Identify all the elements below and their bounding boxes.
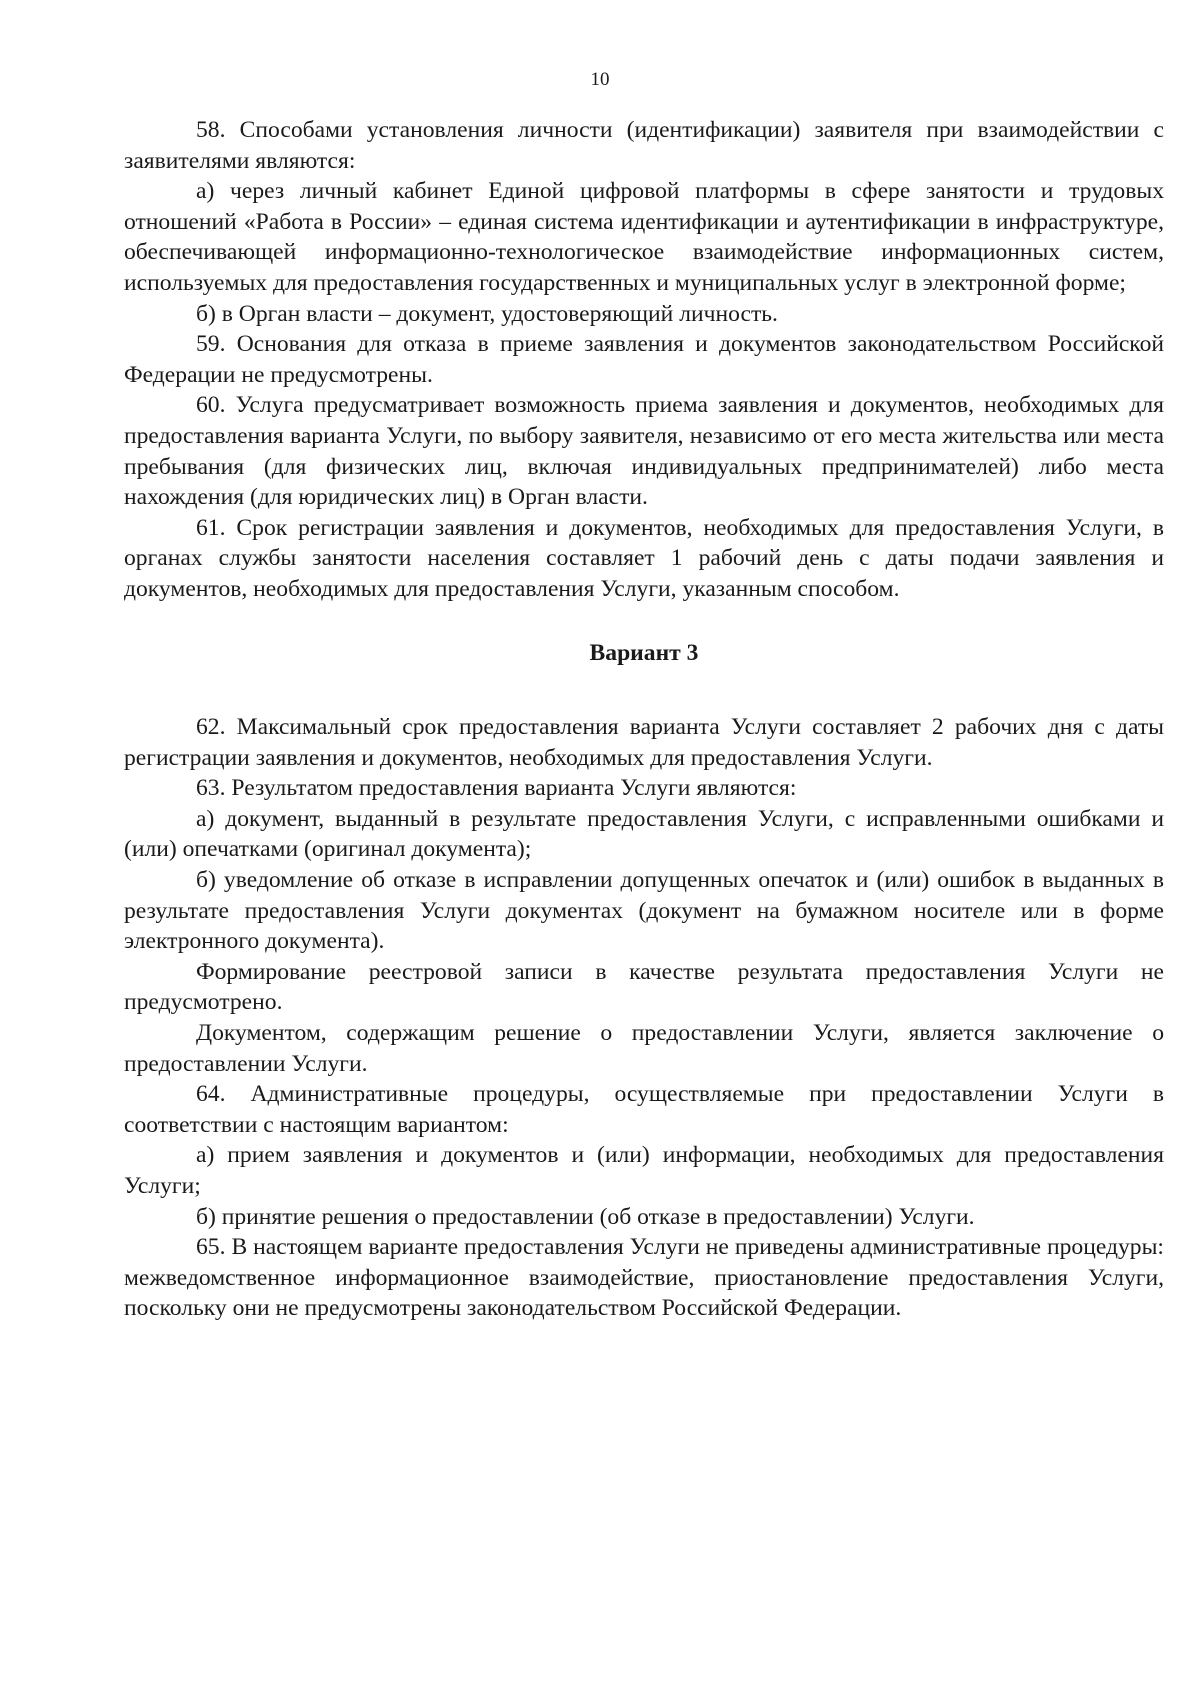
paragraph-registry-note: Формирование реестровой записи в качестве результата предоставления Услуги не предусмотрено. [124, 958, 1164, 1016]
document-body [124, 115, 1164, 1324]
paragraph-58b: б) в Орган власти – документ, удостоверяющий личность. [196, 300, 778, 327]
paragraph-58a: а) через личный кабинет Единой цифровой платформы в сфере занятости и трудовых отношений «Работа в России» – единая система идентификации и аутентификации в инфраструктуре, обеспечивающей информационно-технологическое взаимодействие информационных систем, используемых для предоставления государственных и муниципальных услуг в электронной форме; [124, 178, 1164, 296]
paragraph-61: 61. Срок регистрации заявления и документов, необходимых для предоставления Услуги, в органах службы занятости населения составляет 1 рабочий день с даты подачи заявления и документов, необходимых для предоставления Услуги, указанным способом. [124, 514, 1164, 602]
paragraph-60: 60. Услуга предусматривает возможность приема заявления и документов, необходимых для предоставления варианта Услуги, по выбору заявителя, независимо от его места жительства или места пребывания (для физических лиц, включая индивидуальных предпринимателей) либо места нахождения (для юридических лиц) в Орган власти. [124, 392, 1164, 511]
paragraph-65: 65. В настоящем варианте предоставления Услуги не приведены административные процедуры: межведомственное информационное взаимодействие, приостановление предоставления Услуги, поскольку они не предусмотрены законодательством Российской Федерации. [124, 1234, 1164, 1322]
paragraph-64: 64. Административные процедуры, осуществляемые при предоставлении Услуги в соответствии с настоящим вариантом: [124, 1081, 1164, 1138]
paragraph-63a: а) документ, выданный в результате предоставления Услуги, с исправленными ошибками и (или) опечатками (оригинал документа); [124, 805, 1164, 863]
paragraph-64b: б) принятие решения о предоставлении (об отказе в предоставлении) Услуги. [196, 1203, 975, 1230]
paragraph-63: 63. Результатом предоставления варианта Услуги являются: [196, 775, 797, 802]
section-heading: Вариант 3 [589, 639, 699, 666]
page-number: 10 [590, 69, 610, 90]
paragraph-64a: а) прием заявления и документов и (или) информации, необходимых для предоставления Услуги; [124, 1142, 1164, 1199]
paragraph-58: 58. Способами установления личности (идентификации) заявителя при взаимодействии с заявителями являются: [124, 117, 1164, 174]
paragraph-59: 59. Основания для отказа в приеме заявления и документов законодательством Российской Федерации не предусмотрены. [124, 331, 1164, 388]
paragraph-decision-document: Документом, содержащим решение о предоставлении Услуги, является заключение о предоставлении Услуги. [124, 1020, 1164, 1077]
paragraph-62: 62. Максимальный срок предоставления варианта Услуги составляет 2 рабочих дня с даты регистрации заявления и документов, необходимых для предоставления Услуги. [124, 714, 1164, 771]
paragraph-63b: б) уведомление об отказе в исправлении допущенных опечаток и (или) ошибок в выданных в результате предоставления Услуги документах (документ на бумажном носителе или в форме электронного документа). [124, 867, 1164, 955]
